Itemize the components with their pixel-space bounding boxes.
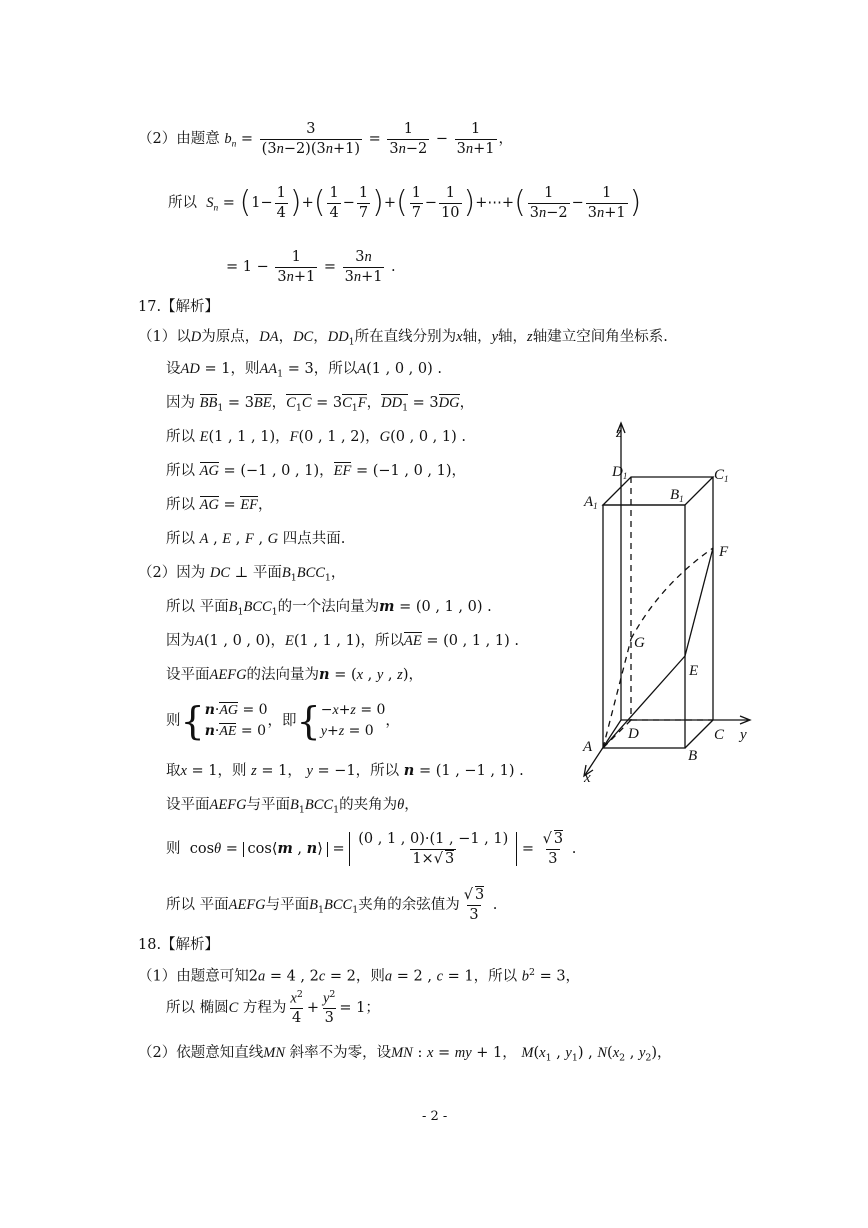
- label-a: A: [583, 739, 593, 755]
- label-z: z: [616, 425, 622, 441]
- front-face: [603, 505, 685, 748]
- top-face: [603, 477, 713, 505]
- p18-1-ellipse: 所以 椭圆C 方程为 $\frac{x^2}{4}$ + $\frac{y^2}{3}$ = 1；: [166, 989, 380, 1027]
- label-y: y: [740, 727, 747, 743]
- p18-2-line1: （2）依题意知直线MN 斜率不为零，设MN : x = my + 1， $M(x_1$ , $y_1$) , $N(x_2$ , $y_2$)，: [138, 1045, 672, 1064]
- p17-2-system: 则{ n·AG = 0 n·AE = 0 ，即{ −x+z = 0 y+z = 0 ，: [166, 699, 400, 743]
- label-a1: $A_1$: [584, 494, 598, 511]
- p17-2-line6: 取x = 1，则 z = 1， y = −1，所以 n = (1 , −1 , 1) .: [166, 762, 524, 779]
- label-c: C: [714, 727, 725, 743]
- label-b: B: [688, 748, 698, 764]
- p17-1-line6: 所以 AG = EF，: [166, 497, 273, 513]
- p17-1-line1: （1）以D为原点，DA，DC，$DD_1$所在直线分别为x轴，y轴，z轴建立空间角坐标系.: [138, 329, 668, 348]
- text-l1-prefix: （2）由题意: [138, 131, 220, 147]
- geometry-figure: [570, 415, 770, 790]
- eq-sn: 所以 $S_n = (1-$ $\frac{1}{4}$ )+( $\frac{1}{4}$ − $\frac{1}{7}$ )+( $\frac{1}{7}$ − $\frac{1}{10}$ )+⋯+( $\frac{1}{3n-2}$ − $\frac{1}{3n+1}$ ): [168, 185, 642, 221]
- label-c1: $C_1$: [714, 467, 729, 484]
- label-d: D: [628, 726, 639, 742]
- p17-1-line4: 所以 E(1 , 1 , 1)，F(0 , 1 , 2)，G(0 , 0 , 1) .: [166, 429, 466, 445]
- label-g: G: [634, 635, 645, 651]
- page-number: - 2 -: [422, 1109, 448, 1124]
- text-l2-prefix: 所以: [168, 195, 197, 211]
- label-f: F: [719, 544, 729, 560]
- heading-17: 17.【解析】: [138, 299, 220, 315]
- p17-1-line3: 因为 $BB_1 = 3BE$，$C_1C = 3C_1F$，$DD_1 = 3DG$，: [166, 395, 475, 414]
- p17-2-result: 所以 平面AEFG与平面$B_1BCC_1$夹角的余弦值为 $\frac{√ 3}{3}$ .: [166, 887, 498, 923]
- p17-1-line7: 所以 A , E , F , G 四点共面.: [166, 531, 346, 547]
- p18-1-line1: （1）由题意可知2a = 4 , 2c = 2，则a = 2 , c = 1，所以 $b^2 = 3$，: [138, 967, 581, 985]
- p17-1-line2: 设AD = 1，则$AA_1 = 3$，所以A(1 , 0 , 0) .: [166, 361, 442, 380]
- p17-1-line5: 所以 AG = (−1 , 0 , 1)，EF = (−1 , 0 , 1)，: [166, 463, 467, 479]
- p17-2-line3: 因为A(1 , 0 , 0)，E(1 , 1 , 1)，所以AE = (0 , 1 , 1) .: [166, 633, 519, 649]
- label-x: x: [584, 770, 591, 786]
- label-d1: $D_1$: [612, 464, 628, 481]
- eq-sn-result: = 1 − $\frac{1}{3n+1}$ = $\frac{3n}{3n+1}$ .: [226, 249, 396, 285]
- p17-2-cos: 则 cosθ = cos⟨m , n⟩ = $\frac{(0 , 1 , 0)\cdot(1 , -1 , 1)}{1\times√ 3}$ = $\frac{√ 3}{3}$ .: [166, 831, 577, 867]
- segment-ef: [685, 548, 713, 656]
- p17-2-line7: 设平面AEFG与平面$B_1BCC_1$的夹角为θ，: [166, 797, 419, 816]
- p17-2-line4: 设平面AEFG的法向量为n = (x , y , z)，: [166, 666, 423, 683]
- label-e: E: [689, 663, 699, 679]
- p17-2-line2: 所以 平面$B_1BCC_1$的一个法向量为m = (0 , 1 , 0) .: [166, 598, 492, 618]
- heading-18: 18.【解析】: [138, 937, 220, 953]
- eq-bn: （2）由题意 $b_n$ = $\frac{3}{(3n-2)(3n+1)}$ = $\frac{1}{3n-2}$ − $\frac{1}{3n+1}$ ，: [138, 121, 513, 157]
- p17-2-line1: （2）因为 DC ⊥ 平面$B_1BCC_1$，: [138, 565, 346, 584]
- label-b1: $B_1$: [670, 487, 684, 504]
